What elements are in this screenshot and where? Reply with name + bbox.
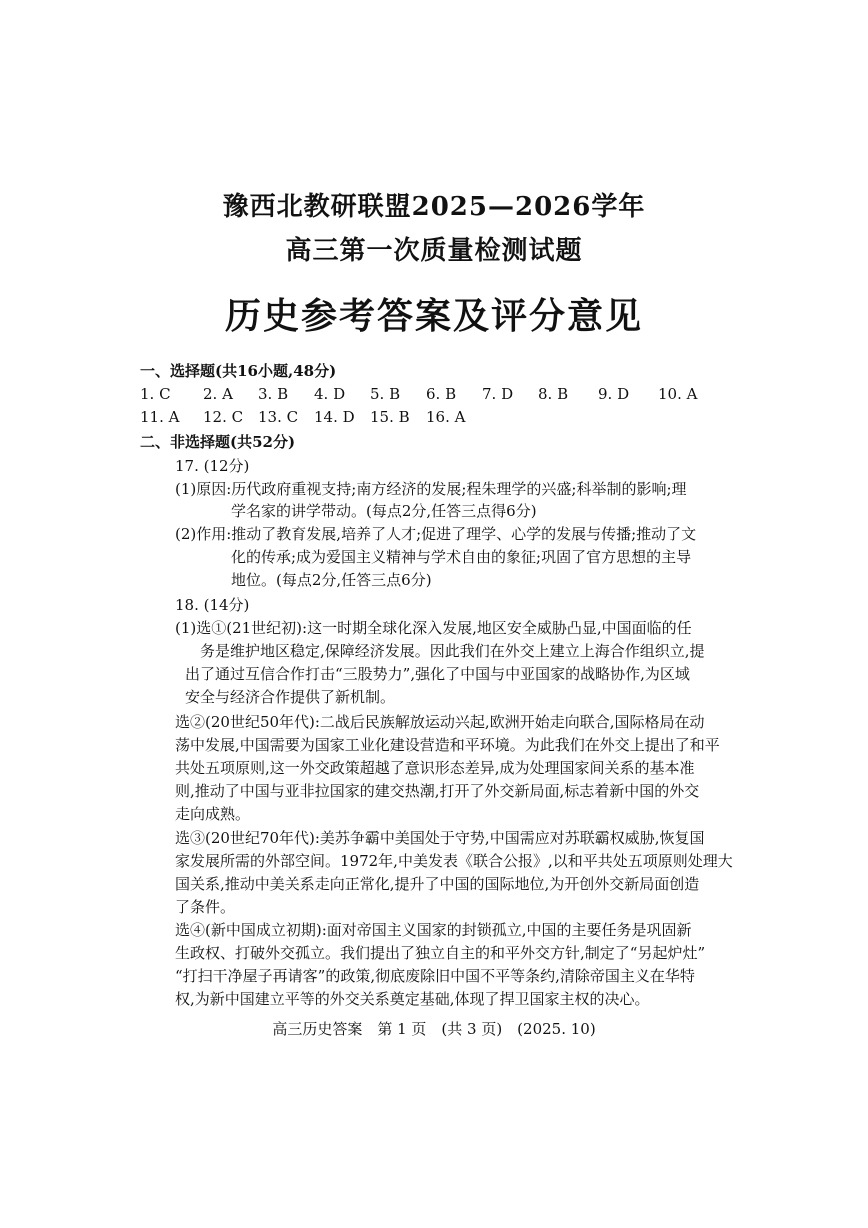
q18-option4-line4: 权,为新中国建立平等的外交关系奠定基础,体现了捍卫国家主权的决心。 [175,990,650,1008]
q17-title: 17. (12分) [175,457,250,475]
page-footer: 高三历史答案 第 1 页 (共 3 页) (2025. 10) [272,1020,596,1038]
q18-option3-line1: 选③(20世纪70年代):美苏争霸中美国处于守势,中国需应对苏联霸权威胁,恢复国 [175,829,705,847]
q18-option4-line3: “打扫干净屋子再请客”的政策,彻底废除旧中国不平等条约,清除帝国主义在华特 [175,967,695,985]
header-title-line1: 豫西北教研联盟2025—2026学年 [222,192,646,222]
answer-item: 4. D [314,385,346,403]
q17-part2-line3: 地位。(每点2分,任答三点6分) [231,571,432,589]
q18-option1-line4: 安全与经济合作提供了新机制。 [185,688,396,706]
answer-item: 1. C [140,385,171,403]
q18-option2-line3: 共处五项原则,这一外交政策超越了意识形态差异,成为处理国家间关系的基本准 [175,759,695,777]
answer-item: 10. A [658,385,698,403]
answer-item: 7. D [482,385,514,403]
section1-title: 一、选择题(共16小题,48分) [140,362,337,380]
answer-item: 16. A [426,408,466,426]
answer-item: 14. D [314,408,355,426]
q18-option2-line5: 走向成熟。 [175,805,251,823]
document-title: 历史参考答案及评分意见 [224,295,643,337]
q18-option2-line2: 荡中发展,中国需要为国家工业化建设营造和平环境。为此我们在外交上提出了和平 [175,736,720,754]
q18-option3-line2: 家发展所需的外部空间。1972年,中美发表《联合公报》,以和平共处五项原则处理大 [175,852,733,870]
q17-part1-line1: (1)原因:历代政府重视支持;南方经济的发展;程朱理学的兴盛;科举制的影响;理 [175,480,687,498]
section2-title: 二、非选择题(共52分) [140,433,296,451]
q18-option4-line2: 生政权、打破外交孤立。我们提出了独立自主的和平外交方针,制定了“另起炉灶” [175,944,706,962]
answer-item: 3. B [258,385,289,403]
answer-item: 9. D [598,385,630,403]
q18-option4-line1: 选④(新中国成立初期):面对帝国主义国家的封锁孤立,中国的主要任务是巩固新 [175,921,692,939]
answer-item: 2. A [203,385,233,403]
q18-option3-line4: 了条件。 [175,898,236,916]
answer-item: 5. B [370,385,401,403]
q18-option1-line3: 出了通过互信合作打击“三股势力”,强化了中国与中亚国家的战略协作,为区域 [185,665,690,683]
q18-option3-line3: 国关系,推动中美关系走向正常化,提升了中国的国际地位,为开创外交新局面创造 [175,875,700,893]
q18-option1-line2: 务是维护地区稳定,保障经济发展。因此我们在外交上建立上海合作组织立,提 [200,642,705,660]
answer-item: 6. B [426,385,457,403]
answer-item: 13. C [258,408,299,426]
q17-part2-line2: 化的传承;成为爱国主义精神与学术自由的象征;巩固了官方思想的主导 [231,548,692,566]
answer-item: 15. B [370,408,410,426]
answer-item: 8. B [538,385,569,403]
q17-part2-line1: (2)作用:推动了教育发展,培养了人才;促进了理学、心学的发展与传播;推动了文 [175,525,697,543]
q18-option2-line1: 选②(20世纪50年代):二战后民族解放运动兴起,欧洲开始走向联合,国际格局在动 [175,713,705,731]
answer-item: 12. C [203,408,244,426]
header-title-line2: 高三第一次质量检测试题 [285,236,583,266]
q18-option2-line4: 则,推动了中国与亚非拉国家的建交热潮,打开了外交新局面,标志着新中国的外交 [175,782,700,800]
answer-item: 11. A [140,408,180,426]
q17-part1-line2: 学名家的讲学带动。(每点2分,任答三点得6分) [231,502,537,520]
q18-title: 18. (14分) [175,596,250,614]
q18-option1-line1: (1)选①(21世纪初):这一时期全球化深入发展,地区安全威胁凸显,中国面临的任 [175,619,692,637]
